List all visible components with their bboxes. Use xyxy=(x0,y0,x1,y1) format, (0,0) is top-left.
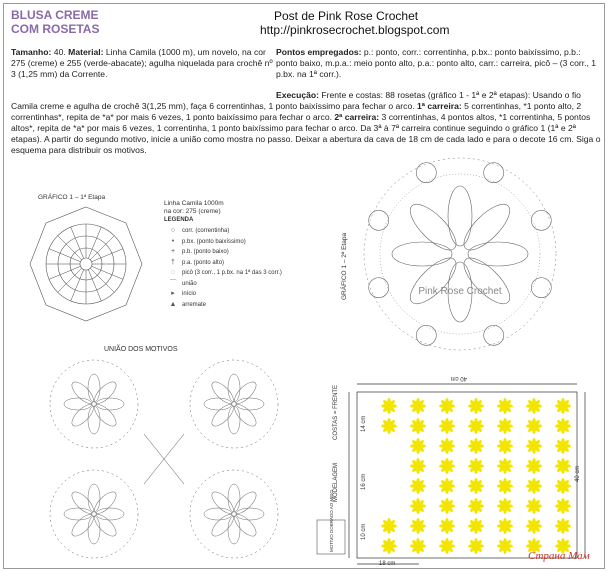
rosette-flower xyxy=(410,418,426,434)
watermark-text: Pink Rose Crochet xyxy=(418,286,502,297)
legend-label: p.a. (ponto alto) xyxy=(182,259,225,266)
legend-symbol: ◌ xyxy=(170,269,176,277)
motif-outline xyxy=(50,470,138,558)
legend-label: arremate xyxy=(182,301,207,308)
legend-label: corr. (correntinha) xyxy=(182,228,230,235)
stitch-spoke xyxy=(88,227,101,258)
legend-symbol: † xyxy=(171,258,175,266)
motif-petal xyxy=(228,374,240,402)
motif-petal xyxy=(91,489,119,517)
rosette-flower xyxy=(497,398,513,414)
rosette-flower xyxy=(555,398,571,414)
motif-petal xyxy=(228,516,240,544)
rosette-flower xyxy=(439,418,455,434)
rosette-flower xyxy=(439,518,455,534)
motif-petal xyxy=(91,379,119,407)
motif-outline xyxy=(50,360,138,448)
motif-petal xyxy=(231,489,259,517)
stitch-spoke xyxy=(92,249,123,262)
rosette-flower xyxy=(555,418,571,434)
joining-diagram xyxy=(34,354,294,566)
rosette-flower xyxy=(468,538,484,554)
stitch-spoke xyxy=(49,266,80,279)
stitches-text: Pontos empregados: p.: ponto, corr.: correntinha, p.bx.: ponto baixíssimo, p.b.: ponto baixo, m.p.a.: meio ponto alto, p.a.: ponto alto, carr.: carreira, picô – (3 corr., 1 p.bx. na 1ª corr.). xyxy=(276,47,597,79)
legend-symbol: ▸ xyxy=(171,290,175,298)
rosette-flower xyxy=(410,458,426,474)
motif-petal xyxy=(236,508,264,520)
motif-petal xyxy=(69,401,97,429)
stitch-spoke xyxy=(88,270,101,301)
legend-label: picô (3 corr., 1 p.bx. na 1ª das 3 corr.) xyxy=(182,270,282,277)
bottom-measure: 18 cm xyxy=(379,561,396,567)
legend-row xyxy=(164,258,284,269)
rosette-flower xyxy=(497,478,513,494)
rosette-flower xyxy=(468,438,484,454)
rosette-petal xyxy=(392,242,452,266)
picot-loop xyxy=(369,278,389,298)
picot-loop xyxy=(484,163,504,183)
rosette-flower xyxy=(497,418,513,434)
legend-symbol: + xyxy=(170,248,176,256)
legend-label: união xyxy=(182,280,197,287)
legend-label: início xyxy=(182,291,197,298)
model-label: MODELAGEM xyxy=(333,462,339,502)
rosette-flower xyxy=(468,518,484,534)
rosette-flower xyxy=(526,438,542,454)
picot-loop xyxy=(369,210,389,230)
legend-label: p.bx. (ponto baixíssimo) xyxy=(182,238,246,245)
rosette-flower xyxy=(526,498,542,514)
stitch-spoke xyxy=(58,236,82,260)
joining-title: UNIÃO DOS MOTIVOS xyxy=(104,346,178,353)
legend-symbol: ⌒ xyxy=(169,279,177,287)
legend-row xyxy=(164,226,284,237)
materials-text: Tamanho: 40. Material: Linha Camila (1000 m), um novelo, na cor 275 (creme) e 255 (verde-abacate); agulha niquelada para crochê nº 3 (1,25 mm) da Corrente. xyxy=(11,47,273,79)
motif-petal xyxy=(236,398,264,410)
legend-row xyxy=(164,237,284,248)
site-watermark: Страна Мам xyxy=(528,550,590,562)
stitch-spoke xyxy=(58,268,82,292)
rosette-flower xyxy=(526,478,542,494)
motif-petal xyxy=(231,511,259,539)
rosette-flower xyxy=(410,438,426,454)
rosette-flower xyxy=(439,538,455,554)
rosette-flower xyxy=(497,458,513,474)
rosette-flower xyxy=(526,518,542,534)
rosette-flower xyxy=(381,518,397,534)
motif-petal xyxy=(96,508,124,520)
rosette-flower xyxy=(555,518,571,534)
measure-16: 16 cm xyxy=(361,473,367,490)
motif-petal xyxy=(209,401,237,429)
motif-petal xyxy=(64,398,92,410)
rosette-flower xyxy=(410,478,426,494)
rosette-flower xyxy=(439,398,455,414)
motif-petal xyxy=(204,398,232,410)
legend-row xyxy=(164,247,284,258)
rosette-flower xyxy=(555,438,571,454)
legend-symbol: • xyxy=(171,237,175,245)
motif-petal xyxy=(209,489,237,517)
rosette-flower xyxy=(497,538,513,554)
rosette-flower xyxy=(439,438,455,454)
motif-petal xyxy=(228,406,240,434)
front-back-label: COSTAS = FRENTE xyxy=(333,384,339,440)
rosette-flower xyxy=(381,418,397,434)
rosette-flower xyxy=(468,398,484,414)
legend-row xyxy=(164,289,284,300)
rosette-flower xyxy=(526,418,542,434)
picot-loop xyxy=(416,325,436,345)
legend-symbol: ○ xyxy=(170,227,176,235)
motif-petal xyxy=(88,406,100,434)
motif-petal xyxy=(69,379,97,407)
motif-petal xyxy=(69,489,97,517)
legend-row xyxy=(164,279,284,290)
rosette-petal xyxy=(403,197,462,256)
motif-petal xyxy=(91,511,119,539)
execution-text: Execução: Frente e costas: 88 rosetas (gráfico 1 - 1ª e 2ª etapas): Usando o fio Camila creme e agulha de crochê 3(1,25 mm), faça 6 correntinhas, 1 ponto baixíssimo para fechar o arco. 1ª carreira: 5 correntinhas, *1 ponto alto, 2 correntinhas*, repita de *a* por mais 6 vezes, 1 ponto baixíssimo para fechar o arco. 2ª carreira: 3 correntinhas, 4 pontos altos, *1 correntinha, 5 pontos altos*, repita de *a* por mais 6 vezes, 1 correntinha, 1 ponto baixíssimo para fechar o arco. Da 3ª à 7ª carreira continue seguindo o gráfico 1 (1ª e 2ª etapas). A partir do segundo motivo, inicie a união como mostra no passo. Deixar a abertura da cava de 18 cm de cada lado e para o decote 16 cm. Siga o esquema para distribuir os motivos. xyxy=(11,90,601,155)
legend-row xyxy=(164,300,284,311)
rosette-petal xyxy=(468,242,528,266)
chart1-stage1-diagram xyxy=(24,202,148,326)
motif-outline xyxy=(190,360,278,448)
stitch-spoke xyxy=(71,227,84,258)
rosette-flower xyxy=(468,498,484,514)
chart1-title: GRÁFICO 1 – 1ª Etapa xyxy=(38,194,106,201)
stitch-spoke xyxy=(90,268,114,292)
measure-14: 14 cm xyxy=(361,415,367,432)
rosette-flower xyxy=(555,498,571,514)
rosette-flower xyxy=(555,478,571,494)
rosette-flower xyxy=(439,498,455,514)
top-measure: 40 cm xyxy=(450,375,467,381)
rosette-petal xyxy=(457,197,516,256)
motif-folded-label: MOTIVO DOBRADO AO MEIO xyxy=(329,489,334,552)
motif-petal xyxy=(64,508,92,520)
post-credit: Post de Pink Rose Crochet http://pinkrosecrochet.blogspot.com xyxy=(260,9,450,37)
stitch-spoke xyxy=(92,266,123,279)
stitch-spoke xyxy=(90,236,114,260)
rosette-flower xyxy=(381,538,397,554)
rosette-petal xyxy=(403,251,462,310)
rosette-flower xyxy=(410,398,426,414)
rosette-flower xyxy=(410,518,426,534)
picot-loop xyxy=(416,163,436,183)
rosette-flower xyxy=(468,418,484,434)
rosette-flower xyxy=(497,438,513,454)
rosette-flower xyxy=(439,478,455,494)
chart1-stage2-label: GRÁFICO 1 – 2ª Etapa xyxy=(341,232,348,300)
motif-petal xyxy=(204,508,232,520)
rosette-flower xyxy=(468,478,484,494)
rosette-flower xyxy=(526,398,542,414)
motif-petal xyxy=(231,379,259,407)
rosette-flower xyxy=(555,458,571,474)
motif-petal xyxy=(228,484,240,512)
rosette-flower xyxy=(410,538,426,554)
motif-outline xyxy=(190,470,278,558)
pattern-title: BLUSA CREME COM ROSETAS xyxy=(11,8,100,36)
stitch-spoke xyxy=(49,249,80,262)
legend-row xyxy=(164,268,284,279)
picot-loop xyxy=(531,278,551,298)
picot-loop xyxy=(531,210,551,230)
measure-10: 10 cm xyxy=(361,523,367,540)
chart1-stage2-diagram xyxy=(352,144,568,364)
rosette-flower xyxy=(468,458,484,474)
rosette-flower xyxy=(497,498,513,514)
rosette-flower xyxy=(439,458,455,474)
motif-petal xyxy=(91,401,119,429)
schematic-diagram xyxy=(309,372,594,568)
rosette-flower xyxy=(410,498,426,514)
legend: Linha Camila 1000m na cor: 275 (creme) LEGENDA ○ corr. (correntinha) • p.bx. (ponto baixíssimo) + p.b. (ponto baixo) † p.a. (ponto alto) ◌ picô (3 corr., 1 p.bx. na 1ª das 3 corr.) ⌒ união ▸ início ▲ arremate xyxy=(164,200,284,310)
right-measure: 40 cm xyxy=(575,465,581,482)
legend-label: p.b. (ponto baixo) xyxy=(182,249,229,256)
motif-petal xyxy=(88,374,100,402)
rosette-flower xyxy=(526,458,542,474)
motif-petal xyxy=(209,511,237,539)
legend-symbol: ▲ xyxy=(169,300,177,308)
rosette-flower xyxy=(381,398,397,414)
rosette-petal xyxy=(457,251,516,310)
motif-petal xyxy=(96,398,124,410)
motif-petal xyxy=(88,484,100,512)
picot-loop xyxy=(484,325,504,345)
stitch-spoke xyxy=(71,270,84,301)
rosette-flower xyxy=(497,518,513,534)
motif-petal xyxy=(69,511,97,539)
page-frame xyxy=(3,3,605,569)
rosette-petal xyxy=(448,186,472,246)
motif-petal xyxy=(231,401,259,429)
motif-petal xyxy=(209,379,237,407)
motif-petal xyxy=(88,516,100,544)
